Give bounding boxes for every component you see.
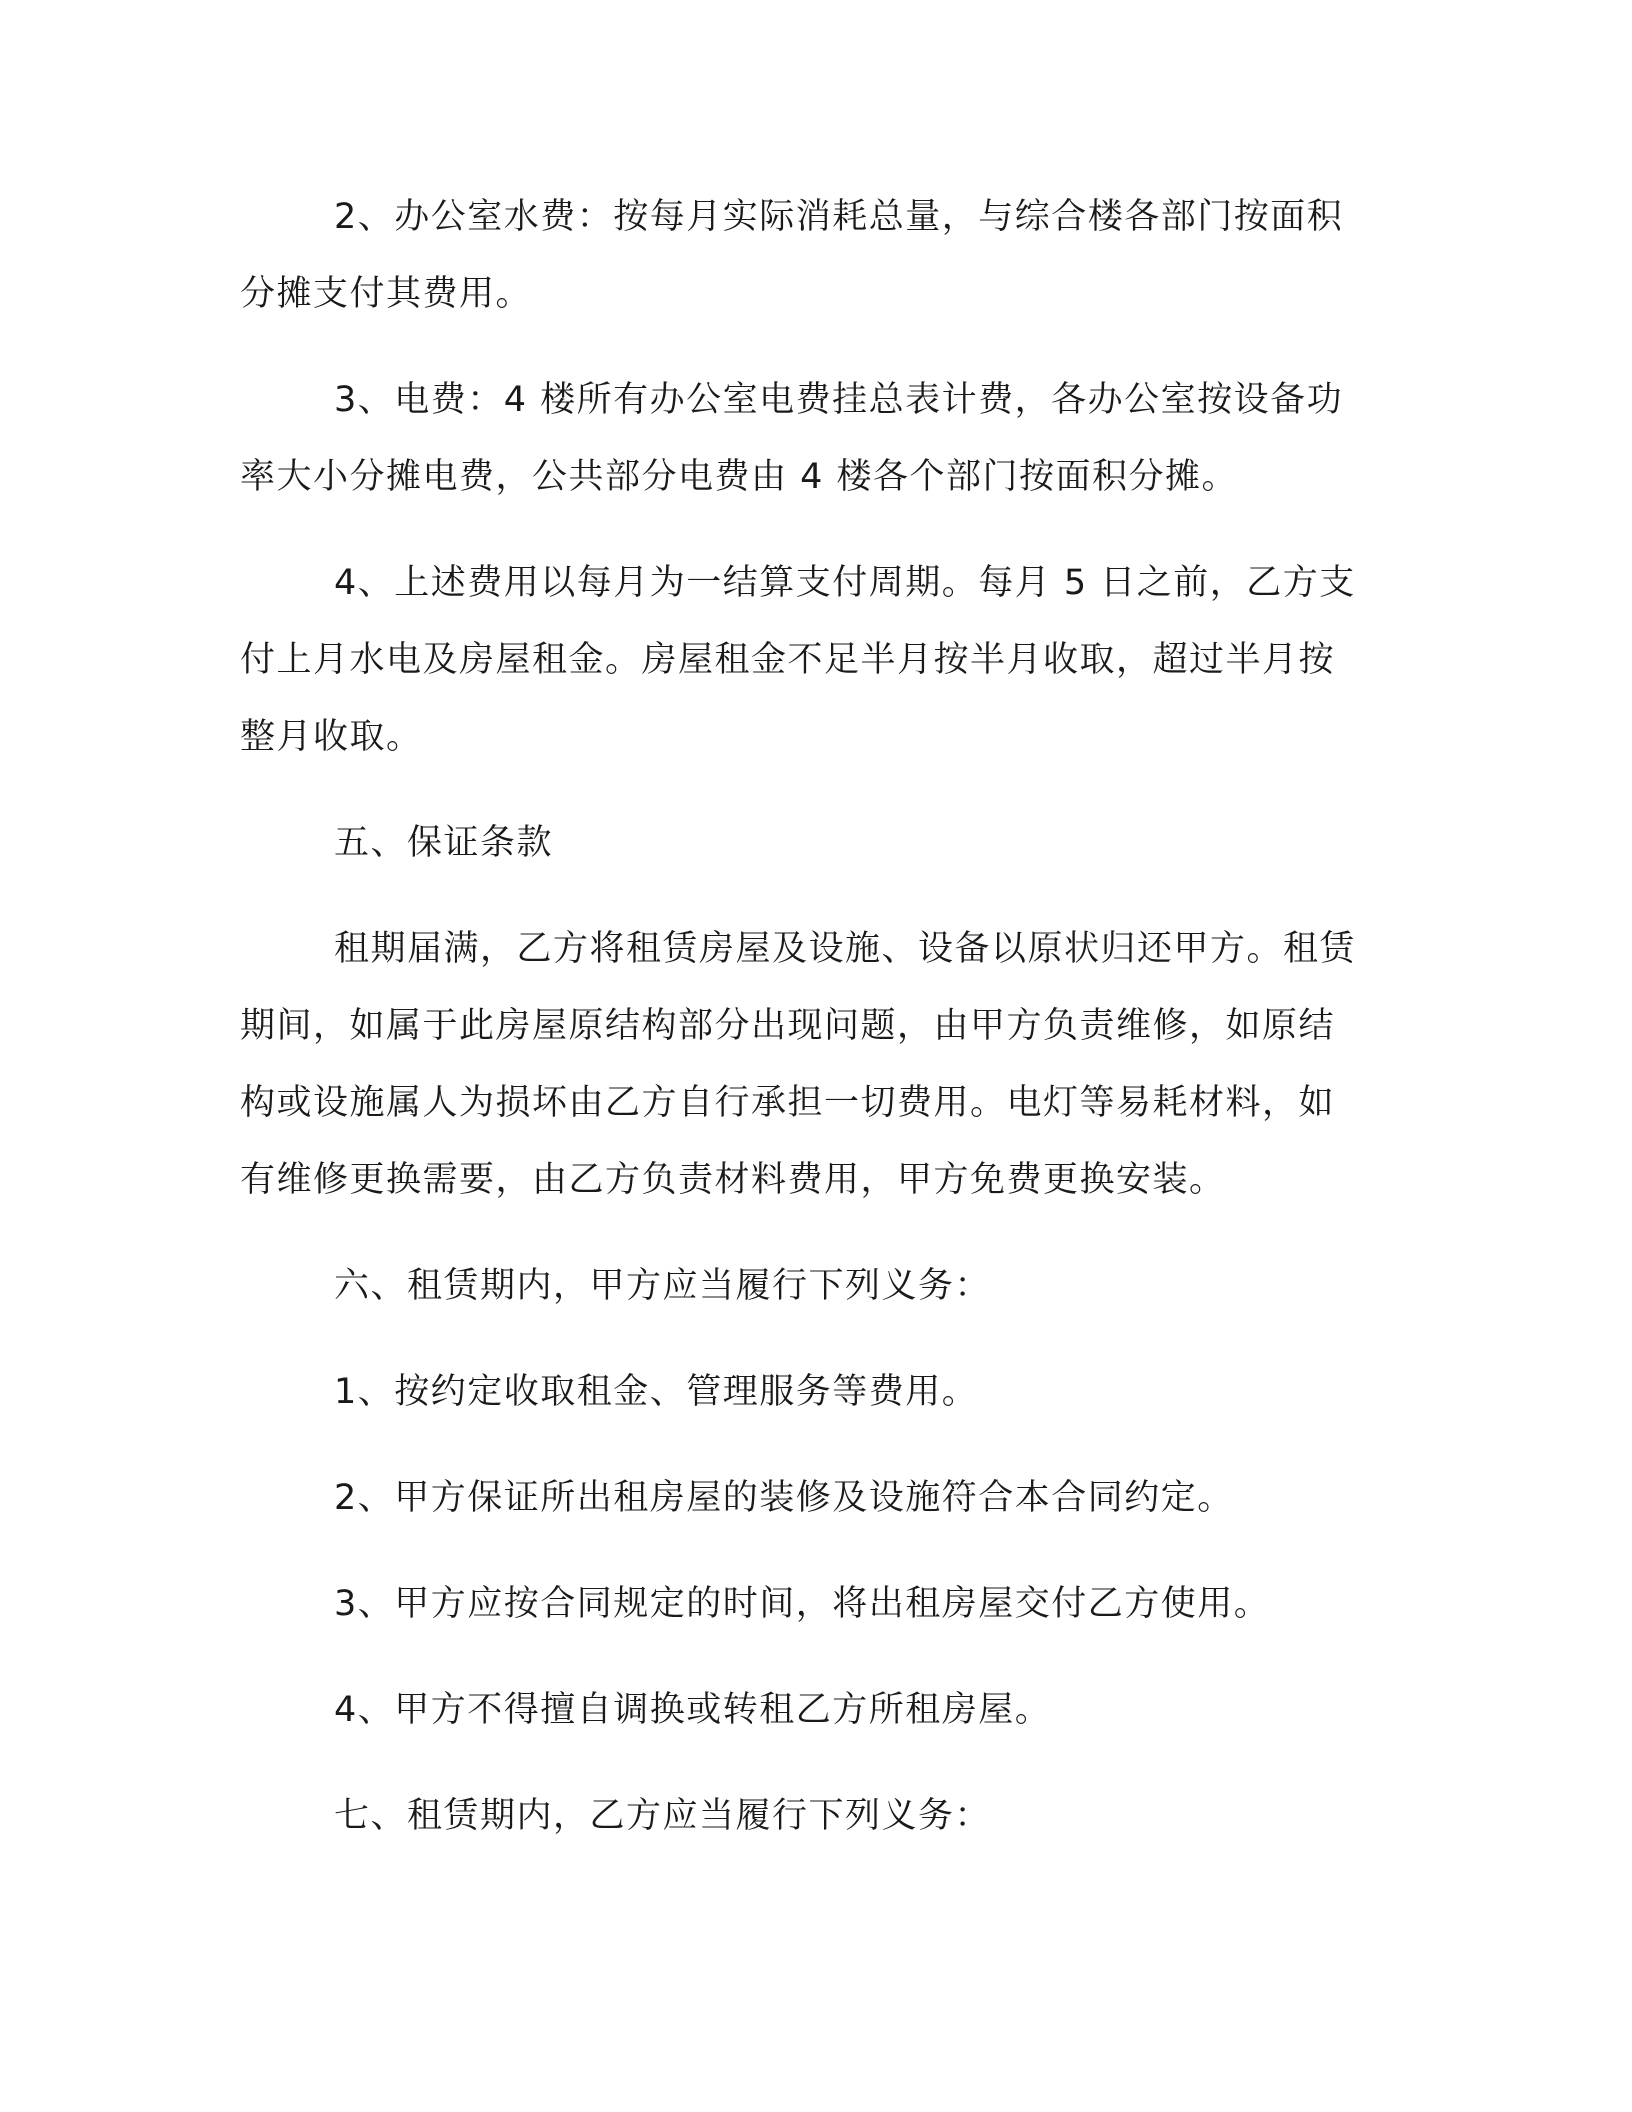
party-a-duty-1: 1、按约定收取租金、管理服务等费用。	[334, 1372, 979, 1412]
settlement-line-3: 整月收取。	[240, 717, 423, 757]
settlement-line-2: 付上月水电及房屋租金。房屋租金不足半月按半月收取，超过半月按	[240, 640, 1336, 680]
guarantee-line-1: 租期届满，乙方将租赁房屋及设施、设备以原状归还甲方。租赁	[334, 929, 1357, 969]
guarantee-line-4: 有维修更换需要，由乙方负责材料费用，甲方免费更换安装。	[240, 1160, 1226, 1200]
section-6-heading: 六、租赁期内，甲方应当履行下列义务：	[334, 1266, 992, 1306]
electricity-fee-line-1: 3、电费：4 楼所有办公室电费挂总表计费，各办公室按设备功	[334, 380, 1344, 420]
section-7-heading: 七、租赁期内，乙方应当履行下列义务：	[334, 1796, 992, 1836]
party-a-duty-2: 2、甲方保证所出租房屋的装修及设施符合本合同约定。	[334, 1478, 1234, 1518]
guarantee-line-3: 构或设施属人为损坏由乙方自行承担一切费用。电灯等易耗材料，如	[240, 1083, 1336, 1123]
electricity-fee-line-2: 率大小分摊电费，公共部分电费由 4 楼各个部门按面积分摊。	[240, 457, 1239, 497]
water-fee-line-1: 2、办公室水费：按每月实际消耗总量，与综合楼各部门按面积	[334, 197, 1344, 237]
party-a-duty-4: 4、甲方不得擅自调换或转租乙方所租房屋。	[334, 1690, 1052, 1730]
party-a-duty-3: 3、甲方应按合同规定的时间，将出租房屋交付乙方使用。	[334, 1584, 1271, 1624]
water-fee-line-2: 分摊支付其费用。	[240, 274, 533, 314]
settlement-line-1: 4、上述费用以每月为一结算支付周期。每月 5 日之前，乙方支	[334, 563, 1356, 603]
section-5-heading: 五、保证条款	[334, 823, 554, 863]
guarantee-line-2: 期间，如属于此房屋原结构部分出现问题，由甲方负责维修，如原结	[240, 1006, 1336, 1046]
